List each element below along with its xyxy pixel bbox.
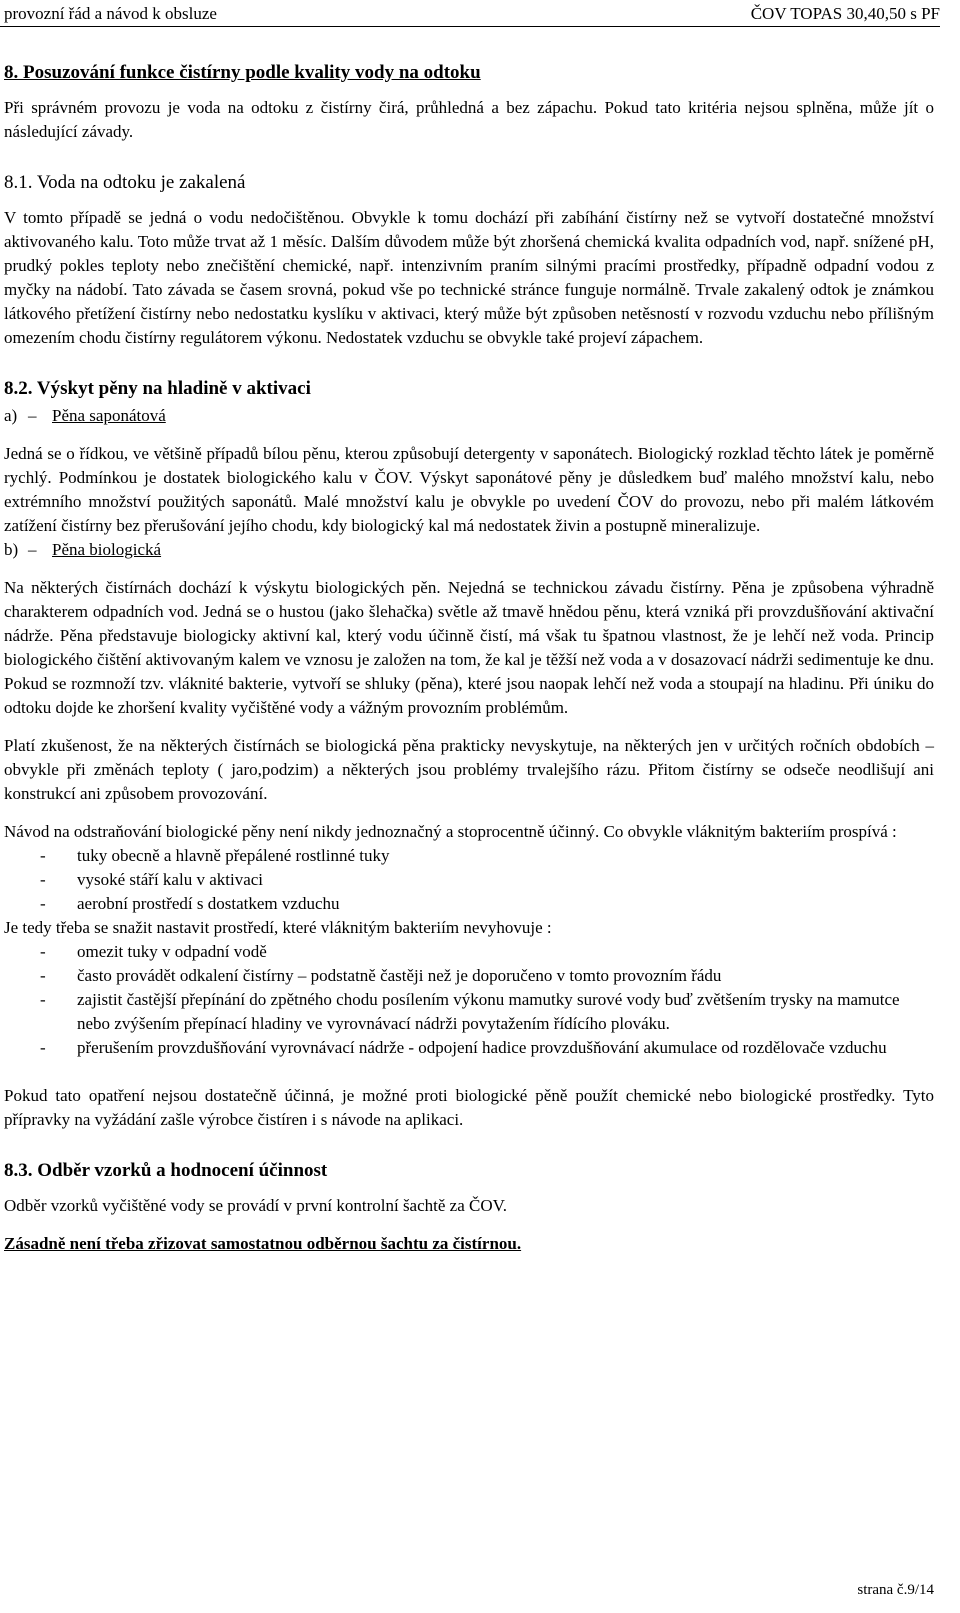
experience-paragraph: Platí zkušenost, že na některých čistírnách se biologická pěna prakticky nevyskytuje, na některých jen v určitých ročních obdobích – obvykle při změnách teploty ( jaro,podzim) a některých jsou problémy trvalejšího rázu. Přitom čistírny se odsečе neodlišují ani konstrukcí ani způsobem provozování.	[4, 736, 934, 803]
need-paragraph: Je tedy třeba se snažit nastavit prostředí, které vláknitým bakteriím nevyhovuje :	[4, 918, 552, 937]
subsection-b-label: b)	[4, 540, 19, 559]
measures-list	[4, 940, 934, 1060]
section-8-2-title: 8.2. Výskyt pěny na hladině v aktivaci	[4, 378, 311, 399]
section-8-3-body: Odběr vzorků vyčištěné vody se provádí v první kontrolní šachtě za ČOV.	[4, 1196, 507, 1215]
section-8-title: 8. Posuzování funkce čistírny podle kvality vody na odtoku	[4, 62, 481, 83]
document-body	[4, 52, 934, 1256]
subsection-a-dash: –	[28, 406, 37, 425]
list-item: - tuky obecně a hlavně přepálené rostlinné tuky	[40, 846, 390, 865]
list-item: - často provádět odkalení čistírny – podstatně častěji než je doporučeno v tomto provozním řádu	[40, 966, 722, 985]
subsection-a-body: Jedná se o řídkou, ve většině případů bílou pěnu, kterou způsobují detergenty v saponátech. Biologický rozklad těchto látek je poměrně rychlý. Podmínkou je dostatek biologického kalu v ČOV. Výskyt saponátové pěny je důsledkem buď malého množství kalu, nebo extrémního množství použitých saponátů. Malé množství kalu je obvykle po uvedení ČOV do provozu, nebo při malém látkovém zatížení čistírny bez přerušování jejího chodu, kdy biologický kal má nedostatek živin a postupně mineralizuje.	[4, 444, 934, 535]
page-number: strana č.9/14	[857, 1582, 934, 1598]
list-item: - aerobní prostředí s dostatkem vzduchu	[40, 894, 340, 913]
section-8-3-title: 8.3. Odběr vzorků a hodnocení účinnost	[4, 1160, 328, 1181]
favors-list	[4, 844, 934, 916]
list-item: - omezit tuky v odpadní vodě	[40, 942, 267, 961]
header-left: provozní řád a návod k obsluze	[4, 4, 217, 23]
section-8-3-note: Zásadně není třeba zřizovat samostatnou odběrnou šachtu za čistírnou.	[4, 1234, 522, 1253]
list-item: - zajistit častější přepínání do zpětného chodu posílením výkonu mamutky surové vody buď zvětšením trysky na mamutce nebo zvýšením přepínací hladiny ve vyrovnávací nádrži povytažením řídícího plováku.	[40, 990, 900, 1033]
subsection-a-heading	[4, 404, 934, 428]
page-header	[0, 2, 940, 27]
closing-paragraph: Pokud tato opatření nejsou dostatečně účinná, je možné proti biologické pěně použít chemické nebo biologické prostředky. Tyto přípravky na vyžádání zašle výrobce čistíren i s návode na aplikaci.	[4, 1086, 934, 1129]
subsection-a-label: a)	[4, 406, 18, 425]
subsection-b-title: Pěna biologická	[52, 540, 162, 559]
subsection-b-body: Na některých čistírnách dochází k výskytu biologických pěn. Nejedná se technickou závadu čistírny. Pěna je způsobena výhradně charakterem odpadních vod. Jedná se o hustou (jako šlehačka) světle až tmavě hnědou pěnu, která vzniká při provzdušňování aktivační nádrže. Pěna představuje biologicky aktivní kal, který vodu účinně čistí, má však tu špatnou vlastnost, že je lehčí než voda. Princip biologického čištění aktivovaným kalem ve vznosu je založen na tom, že kal je těžší než voda a v dosazovací nádrži sedimentuje ke dnu. Pokud se rozmnoží tzv. vláknité bakterie, vytvoří se shluky (pěna), které jsou naopak lehčí než voda a stoupají na hladinu. Při úniku do odtoku dojde ke zhoršení kvality vyčištěné vody a vážným provozním problémům.	[4, 578, 934, 717]
section-8-1-body: V tomto případě se jedná o vodu nedočištěnou. Obvykle k tomu dochází při zabíhání čistírny než se vytvoří dostatečné množství aktivovaného kalu. Toto může trvat až 1 měsíc. Dalším důvodem může být zhoršená chemická kvalita odpadních vod, např. snížené pH, prudký pokles teploty nebo znečištění chemické, např. intenzivním praním silnými pracími prostředky, případně odpadní vodou z myčky na nádobí. Tato závada se časem srovná, pokud vše po technické stránce funguje normálně. Trvale zakalený odtok je známkou látkového přetížení čistírny nebo nedostatku kyslíku v aktivaci, který může být způsoben netěsností v rozvodu vzduchu nebo přílišným omezením chodu čistírny regulátorem výkonu. Nedostatek vzduchu se obvykle také projeví zápachem.	[4, 208, 934, 347]
list-item: - přerušením provzdušňování vyrovnávací nádrže - odpojení hadice provzdušňování akumulace od rozdělovače vzduchu	[40, 1038, 887, 1057]
header-right: ČOV TOPAS 30,40,50 s PF	[750, 4, 940, 23]
section-8-intro: Při správném provozu je voda na odtoku z čistírny čirá, průhledná a bez zápachu. Pokud tato kritéria nejsou splněna, může jít o následující závady.	[4, 98, 934, 141]
subsection-b-heading	[4, 538, 934, 562]
subsection-a-title: Pěna saponátová	[52, 406, 166, 425]
list-item: - vysoké stáří kalu v aktivaci	[40, 870, 264, 889]
guide-paragraph: Návod na odstraňování biologické pěny není nikdy jednoznačný a stoprocentně účinný. Co obvykle vláknitým bakteriím prospívá :	[4, 822, 897, 841]
subsection-b-dash: –	[28, 540, 37, 559]
section-8-1-title: 8.1. Voda na odtoku je zakalená	[4, 172, 246, 193]
